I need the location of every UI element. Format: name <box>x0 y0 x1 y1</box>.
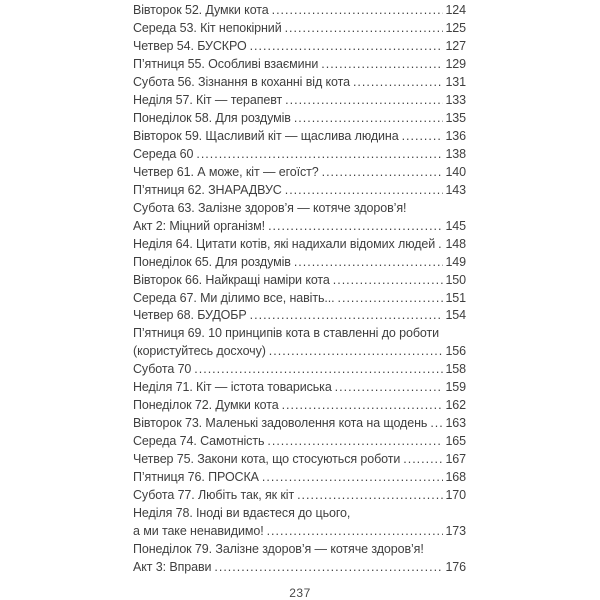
toc-entry-page-number: 151 <box>445 290 466 305</box>
toc-entry-title: а ми таке ненавидимо! <box>133 524 264 539</box>
dot-leader <box>282 397 444 415</box>
toc-entry-title: Субота 77. Любіть так, як кіт <box>133 488 295 503</box>
dot-leader <box>333 272 444 290</box>
toc-entry <box>133 397 466 415</box>
dot-leader <box>267 523 444 541</box>
toc-entry-title: Понеділок 72. Думки кота <box>133 398 279 413</box>
dot-leader <box>250 38 444 56</box>
toc-entry-page-number: 162 <box>445 398 466 413</box>
toc-entry <box>133 307 466 325</box>
toc-entry-page-number: 159 <box>445 380 466 395</box>
dot-leader <box>294 254 444 272</box>
toc-entry-title: Четвер 61. А може, кіт — егоїст? <box>133 164 319 179</box>
toc-entry-title: П’ятниця 69. 10 принципів кота в ставленні до роботи <box>133 326 439 341</box>
toc-entry <box>133 182 466 200</box>
toc-entry <box>133 379 466 397</box>
toc-entry-page-number: 129 <box>445 56 466 71</box>
toc-entry <box>133 164 466 182</box>
toc-entry-title: Акт 3: Вправи <box>133 560 212 575</box>
dot-leader <box>285 92 443 110</box>
dot-leader <box>322 164 444 182</box>
toc-entry-title: Четвер 68. БУДОБР <box>133 308 247 323</box>
toc-entry-title: Середа 74. Самотність <box>133 434 265 449</box>
toc-entry <box>133 505 466 523</box>
toc-entry-title: Понеділок 79. Залізне здоров’я — котяче здоров’я! <box>133 542 424 557</box>
dot-leader <box>269 343 444 361</box>
toc-entry <box>133 20 466 38</box>
toc-entry-page-number: 136 <box>445 128 466 143</box>
dot-leader <box>214 559 443 577</box>
toc-entry <box>133 254 466 272</box>
dot-leader <box>262 469 444 487</box>
toc-entry-page-number: 168 <box>445 470 466 485</box>
toc-entry <box>133 469 466 487</box>
toc-entry <box>133 110 466 128</box>
toc-entry <box>133 128 466 146</box>
toc-entry <box>133 146 466 164</box>
toc-entry-title: Неділя 64. Цитати котів, які надихали відомих людей <box>133 236 436 251</box>
dot-leader <box>285 20 444 38</box>
toc-entry-title: Четвер 54. БУСКРО <box>133 38 247 53</box>
toc-entry <box>133 343 466 361</box>
toc-entry-page-number: 165 <box>445 434 466 449</box>
toc-entry-title: П’ятниця 62. ЗНАРАДВУС <box>133 182 282 197</box>
footer-page-number: 237 <box>289 586 311 600</box>
toc-entry <box>133 56 466 74</box>
toc-entry-title: Понеділок 58. Для роздумів <box>133 110 291 125</box>
dot-leader <box>250 307 444 325</box>
toc-entry <box>133 541 466 559</box>
toc-list <box>133 2 466 577</box>
toc-entry <box>133 290 466 308</box>
dot-leader <box>196 146 443 164</box>
toc-entry-title: Вівторок 59. Щасливий кіт — щаслива людина <box>133 128 399 143</box>
dot-leader <box>267 433 443 451</box>
toc-entry-title: Субота 63. Залізне здоров’я — котяче здоров’я! <box>133 200 407 215</box>
toc-entry-title: Середа 67. Ми ділимо все, навіть... <box>133 290 335 305</box>
toc-entry <box>133 451 466 469</box>
dot-leader <box>402 128 444 146</box>
dot-leader <box>268 218 443 236</box>
toc-entry <box>133 2 466 20</box>
toc-entry <box>133 433 466 451</box>
dot-leader <box>321 56 443 74</box>
toc-entry-page-number: 143 <box>445 182 466 197</box>
toc-entry-page-number: 148 <box>445 236 466 251</box>
toc-entry-page-number: 158 <box>445 362 466 377</box>
dot-leader <box>430 415 443 433</box>
toc-entry-page-number: 173 <box>445 524 466 539</box>
dot-leader <box>335 379 444 397</box>
toc-entry-title: Середа 53. Кіт непокірний <box>133 20 282 35</box>
toc-entry-page-number: 170 <box>445 488 466 503</box>
toc-entry-title: Середа 60 <box>133 146 194 161</box>
toc-entry-title: Субота 56. Зізнання в коханні від кота <box>133 74 350 89</box>
toc-entry-title: П’ятниця 55. Особливі взаємини <box>133 56 319 71</box>
toc-entry-page-number: 176 <box>445 560 466 575</box>
toc-entry-page-number: 156 <box>445 344 466 359</box>
toc-entry-page-number: 163 <box>445 416 466 431</box>
toc-entry-page-number: 150 <box>445 272 466 287</box>
toc-entry-page-number: 167 <box>445 452 466 467</box>
toc-entry <box>133 559 466 577</box>
toc-entry-title: П’ятниця 76. ПРОСКА <box>133 470 259 485</box>
toc-entry-page-number: 135 <box>445 110 466 125</box>
toc-entry <box>133 74 466 92</box>
toc-entry <box>133 218 466 236</box>
toc-entry-title: Неділя 78. Іноді ви вдаєтеся до цього, <box>133 506 351 521</box>
toc-entry <box>133 38 466 56</box>
toc-entry <box>133 92 466 110</box>
toc-entry <box>133 236 466 254</box>
toc-entry <box>133 487 466 505</box>
toc-entry <box>133 523 466 541</box>
dot-leader <box>194 361 443 379</box>
toc-entry-page-number: 154 <box>445 308 466 323</box>
toc-entry <box>133 361 466 379</box>
toc-entry-page-number: 125 <box>445 20 466 35</box>
toc-entry-page-number: 127 <box>445 38 466 53</box>
toc-entry <box>133 200 466 218</box>
toc-entry-page-number: 145 <box>445 218 466 233</box>
dot-leader <box>294 110 444 128</box>
toc-entry-page-number: 138 <box>445 146 466 161</box>
toc-entry-title: Четвер 75. Закони кота, що стосуються роботи <box>133 452 401 467</box>
toc-entry-page-number: 133 <box>445 92 466 107</box>
toc-entry-page-number: 140 <box>445 164 466 179</box>
toc-entry-title: Вівторок 66. Найкращі наміри кота <box>133 272 330 287</box>
toc-entry-title: Понеділок 65. Для роздумів <box>133 254 291 269</box>
toc-entry-title: Неділя 71. Кіт — істота товариська <box>133 380 332 395</box>
toc-entry-title: Вівторок 52. Думки кота <box>133 3 269 17</box>
toc-entry-page-number: 149 <box>445 254 466 269</box>
dot-leader <box>285 182 444 200</box>
toc-entry-page-number: 131 <box>445 74 466 89</box>
toc-entry-title: (користуйтесь досхочу) <box>133 344 266 359</box>
dot-leader <box>353 74 444 92</box>
toc-entry-page-number: 124 <box>445 3 466 17</box>
toc-entry-title: Вівторок 73. Маленькі задоволення кота на щодень <box>133 416 428 431</box>
toc-entry <box>133 415 466 433</box>
toc-entry-title: Акт 2: Міцний організм! <box>133 218 266 233</box>
dot-leader <box>438 236 443 254</box>
dot-leader <box>272 2 444 20</box>
dot-leader <box>403 451 443 469</box>
dot-leader <box>297 487 443 505</box>
dot-leader <box>338 290 444 308</box>
toc-entry <box>133 325 466 343</box>
toc-entry-title: Субота 70 <box>133 362 192 377</box>
toc-entry <box>133 272 466 290</box>
toc-entry-title: Неділя 57. Кіт — терапевт <box>133 92 283 107</box>
